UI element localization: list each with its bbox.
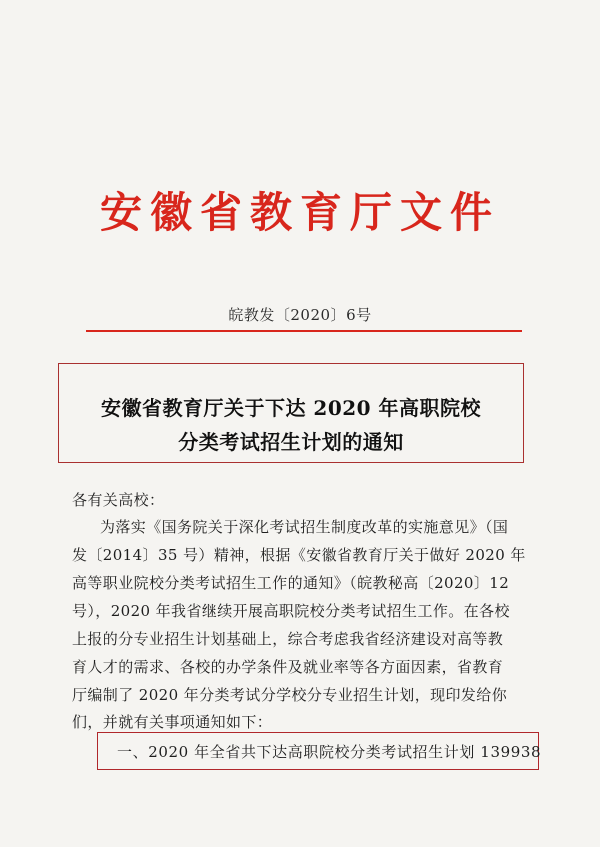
paragraph-line: 号），2020 年我省继续开展高职院校分类考试招生工作。在各校 xyxy=(72,602,510,620)
paragraph-line: 厅编制了 2020 年分类考试分学校分专业招生计划，现印发给你 xyxy=(72,686,508,704)
notice-title-line-2: 分类考试招生计划的通知 xyxy=(178,430,404,454)
paragraph-line: 们，并就有关事项通知如下： xyxy=(72,713,273,731)
red-divider xyxy=(86,330,522,332)
notice-title-line-1: 安徽省教育厅关于下达 2020 年高职院校 xyxy=(100,396,482,420)
document-number: 皖教发〔2020〕6号 xyxy=(228,306,372,324)
paragraph-line: 上报的分专业招生计划基础上，综合考虑我省经济建设对高等教 xyxy=(72,630,504,648)
agency-title: 安徽省教育厅文件 xyxy=(99,188,500,237)
paragraph-line: 发〔2014〕35 号）精神，根据《安徽省教育厅关于做好 2020 年 xyxy=(72,546,526,564)
paragraph-line: 为落实《国务院关于深化考试招生制度改革的实施意见》（国 xyxy=(100,518,509,536)
list-item-one: 一、2020 年全省共下达高职院校分类考试招生计划 139938 xyxy=(117,743,542,761)
salutation: 各有关高校： xyxy=(72,491,165,509)
paragraph-line: 育人才的需求、各校的办学条件及就业率等各方面因素，省教育 xyxy=(72,658,504,676)
paragraph-line: 高等职业院校分类考试招生工作的通知》（皖教秘高〔2020〕12 xyxy=(72,574,510,592)
